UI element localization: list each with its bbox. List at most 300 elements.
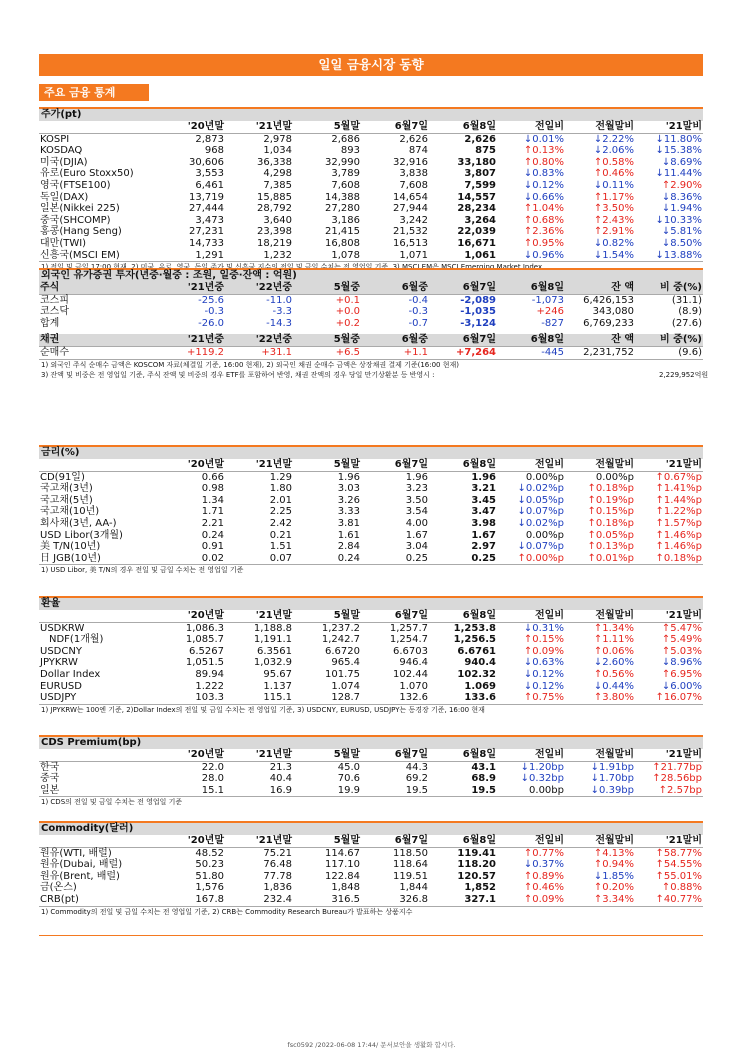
table-row xyxy=(39,646,703,658)
footer-text: fsc0592 /2022-06-08 17:44/ 문서보안을 생활화 합시다. xyxy=(287,1041,456,1049)
cell-value: 3.33 xyxy=(337,506,360,518)
cell-value: 1,253.8 xyxy=(453,622,496,634)
table-row xyxy=(39,657,703,669)
table-header-row xyxy=(39,835,703,847)
cell-value: 1,232 xyxy=(263,249,292,261)
cell-value: 102.44 xyxy=(393,668,428,680)
cell-value: 0.00%p xyxy=(525,529,564,541)
cell-value: ↑1.57%p xyxy=(655,517,702,529)
cell-value: 75.21 xyxy=(263,847,292,859)
cell-value: 13,719 xyxy=(189,191,224,203)
column-header: '22년중 xyxy=(225,282,293,294)
cell-value: 133.6 xyxy=(464,692,496,704)
column-header: 전일비 xyxy=(497,121,565,133)
rates-table xyxy=(39,459,703,564)
column-header: 6월8일 xyxy=(497,282,565,294)
cell-value: 23,398 xyxy=(257,226,292,238)
table-row xyxy=(39,530,703,542)
table-row xyxy=(39,238,703,250)
row-label: CRB(pt) xyxy=(40,893,79,905)
cell-value: 3.98 xyxy=(471,517,496,529)
cell-value: 2,873 xyxy=(195,133,224,145)
cell-value: ↓0.83% xyxy=(523,168,564,180)
cell-value: ↑0.80% xyxy=(523,156,564,168)
cell-value: 28.0 xyxy=(201,773,224,785)
column-header: 6월중 xyxy=(361,334,429,346)
cell-value: ↑0.06% xyxy=(593,645,634,657)
cell-value: 118.64 xyxy=(393,859,428,871)
cell-value: 21.3 xyxy=(269,761,292,773)
cell-value: 3,473 xyxy=(195,214,224,226)
cell-value: (31.1) xyxy=(671,294,702,306)
column-header: '21년말 xyxy=(225,459,293,471)
cell-value: 32,990 xyxy=(325,156,360,168)
cell-value: ↓13.88% xyxy=(655,249,702,261)
cell-value: 1.29 xyxy=(269,471,292,483)
cell-value: ↓1.94% xyxy=(661,203,702,215)
column-header xyxy=(39,610,157,622)
foreign-stock-table xyxy=(39,282,703,329)
cell-value: -14.3 xyxy=(266,317,292,329)
cell-value: ↓0.07%p xyxy=(517,506,564,518)
column-header: 6월7일 xyxy=(361,121,429,133)
commodity-table xyxy=(39,835,703,906)
cell-value: 6,426,153 xyxy=(583,294,634,306)
cell-value: 3,789 xyxy=(331,168,360,180)
cell-value: ↑0.58% xyxy=(593,156,634,168)
table-row xyxy=(39,622,703,634)
cell-value: 7,608 xyxy=(399,179,428,191)
cell-value: 0.00bp xyxy=(529,784,564,796)
cell-value: ↓0.05%p xyxy=(517,494,564,506)
column-header: '20년말 xyxy=(157,121,225,133)
column-header: 5월말 xyxy=(293,835,361,847)
cell-value: ↓0.82% xyxy=(593,237,634,249)
cell-value: ↑0.94% xyxy=(593,859,634,871)
cell-value: +119.2 xyxy=(186,346,224,358)
cell-value: 1,256.5 xyxy=(453,634,496,646)
table-row xyxy=(39,495,703,507)
table-row xyxy=(39,180,703,192)
cell-value: 28,234 xyxy=(457,203,496,215)
cell-value: 16,513 xyxy=(393,237,428,249)
cell-value: 32,916 xyxy=(393,156,428,168)
table-row xyxy=(39,847,703,859)
column-header xyxy=(39,749,157,761)
cell-value: 0.24 xyxy=(201,529,224,541)
cell-value: (8.9) xyxy=(678,306,702,318)
cell-value: 874 xyxy=(408,145,428,157)
cell-value: ↑0.09% xyxy=(523,645,564,657)
column-header: 잔 액 xyxy=(565,282,635,294)
column-header: 5월중 xyxy=(293,334,361,346)
column-header: 전월말비 xyxy=(565,835,635,847)
column-header: '20년말 xyxy=(157,459,225,471)
cell-value: 14,733 xyxy=(189,237,224,249)
rates-note: 1) USD Libor, 美 T/N의 경우 전일 및 금일 수치는 전 영업일 기준 xyxy=(39,564,703,575)
cell-value: ↑40.77% xyxy=(655,893,702,905)
cell-value: 103.3 xyxy=(195,692,224,704)
table-row xyxy=(39,483,703,495)
cell-value: 893 xyxy=(340,145,360,157)
cell-value: 0.66 xyxy=(201,471,224,483)
row-label: NDF(1개월) xyxy=(49,634,104,646)
cell-value: 28,792 xyxy=(257,203,292,215)
column-header: 5월말 xyxy=(293,121,361,133)
cell-value: 1.137 xyxy=(263,680,292,692)
cell-value: 3.21 xyxy=(471,483,496,495)
row-label: 국고채(10년) xyxy=(40,506,100,518)
table-row xyxy=(39,346,703,358)
cell-value: ↓15.38% xyxy=(655,145,702,157)
rates-section xyxy=(39,445,703,575)
row-label: 코스피 xyxy=(40,294,69,306)
cell-value: 1.069 xyxy=(464,680,496,692)
row-label: 원유(Dubai, 배럴) xyxy=(40,859,123,871)
cell-value: 3.54 xyxy=(405,506,428,518)
rates-heading: 금리(%) xyxy=(39,445,703,459)
table-row xyxy=(39,250,703,262)
cell-value: 0.25 xyxy=(471,552,496,564)
table-header-row xyxy=(39,282,703,294)
cell-value: ↑1.44%p xyxy=(655,494,702,506)
table-row xyxy=(39,168,703,180)
cell-value: 117.10 xyxy=(325,859,360,871)
cell-value: ↑1.41%p xyxy=(655,483,702,495)
cell-value: 16,671 xyxy=(457,237,496,249)
column-header: 채권 xyxy=(39,334,157,346)
row-label: USD Libor(3개월) xyxy=(40,529,123,541)
cell-value: 15.1 xyxy=(201,784,224,796)
cell-value: 1.67 xyxy=(405,529,428,541)
row-label: 한국 xyxy=(40,761,60,773)
cell-value: ↑0.13%p xyxy=(587,541,634,553)
cell-value: 1.96 xyxy=(337,471,360,483)
cell-value: 3,553 xyxy=(195,168,224,180)
cell-value: 2,626 xyxy=(464,133,496,145)
column-header: 전월말비 xyxy=(565,459,635,471)
cell-value: ↑0.00%p xyxy=(517,552,564,564)
cell-value: 3.47 xyxy=(471,506,496,518)
cell-value: 6.6703 xyxy=(393,645,428,657)
cell-value: -445 xyxy=(541,346,564,358)
cell-value: 70.6 xyxy=(337,773,360,785)
row-label: 영국(FTSE100) xyxy=(40,179,111,191)
cell-value: 14,557 xyxy=(457,191,496,203)
cell-value: 6,769,233 xyxy=(583,317,634,329)
cell-value: -3,124 xyxy=(460,317,496,329)
cell-value: 22,039 xyxy=(457,226,496,238)
cell-value: ↑0.77% xyxy=(523,847,564,859)
row-label: 국고채(5년) xyxy=(40,494,93,506)
cell-value: 21,532 xyxy=(393,226,428,238)
foreign-section xyxy=(39,268,709,380)
cell-value: -0.3 xyxy=(408,306,428,318)
cell-value: 232.4 xyxy=(263,893,292,905)
cell-value: 76.48 xyxy=(263,859,292,871)
cell-value: 118.20 xyxy=(457,859,496,871)
cell-value: 19.5 xyxy=(471,784,496,796)
cell-value: 0.21 xyxy=(269,529,292,541)
cell-value: +31.1 xyxy=(261,346,292,358)
cell-value: ↓10.33% xyxy=(655,214,702,226)
cell-value: 132.6 xyxy=(399,692,428,704)
column-header: 비 중(%) xyxy=(635,282,703,294)
cell-value: ↓0.11% xyxy=(593,179,634,191)
column-header: 6월8일 xyxy=(429,121,497,133)
column-header: '20년말 xyxy=(157,610,225,622)
cell-value: 120.57 xyxy=(457,870,496,882)
table-row xyxy=(39,471,703,483)
cell-value: ↑0.75% xyxy=(523,692,564,704)
column-header: 6월8일 xyxy=(429,610,497,622)
cell-value: 95.67 xyxy=(263,668,292,680)
row-label: USDCNY xyxy=(40,645,82,657)
cell-value: 3,838 xyxy=(399,168,428,180)
cell-value: ↑1.34% xyxy=(593,622,634,634)
cell-value: 14,388 xyxy=(325,191,360,203)
cell-value: 2.97 xyxy=(471,541,496,553)
foreign-heading: 외국인 유가증권 투자(년중·월중 : 조원, 일중·잔액 : 억원) xyxy=(39,268,703,282)
cell-value: 3.03 xyxy=(337,483,360,495)
cds-table xyxy=(39,749,703,796)
cell-value: 1,844 xyxy=(399,882,428,894)
column-header: '21년중 xyxy=(157,334,225,346)
row-label: USDJPY xyxy=(40,692,77,704)
cell-value: ↑1.46%p xyxy=(655,541,702,553)
section-subtitle: 주요 금융 통계 xyxy=(39,84,149,101)
column-header: 6월중 xyxy=(361,282,429,294)
cell-value: ↓11.44% xyxy=(655,168,702,180)
cell-value: 3,264 xyxy=(464,214,496,226)
cell-value: -1,035 xyxy=(460,306,496,318)
table-row xyxy=(39,294,703,306)
cell-value: (27.6) xyxy=(671,317,702,329)
fx-heading: 환율 xyxy=(39,596,703,610)
row-label: JPYKRW xyxy=(40,657,78,669)
column-header: '21말비 xyxy=(635,610,703,622)
cell-value: ↓0.12% xyxy=(523,680,564,692)
column-header: 비 중(%) xyxy=(635,334,703,346)
cell-value: ↓1.54% xyxy=(593,249,634,261)
cell-value: ↑0.01%p xyxy=(587,552,634,564)
fx-section xyxy=(39,596,703,715)
cell-value: 4,298 xyxy=(263,168,292,180)
column-header: 주식 xyxy=(39,282,157,294)
foreign-note-1: 1) 외국인 주식 순매수 금액은 KOSCOM 자료(체결일 기준, 16:00 현재), 2) 외국인 채권 순매수 금액은 상장채권 결제 기준(16:00 현재) xyxy=(39,359,703,370)
cell-value: 119.41 xyxy=(457,847,496,859)
row-label: KOSPI xyxy=(40,133,70,145)
cell-value: 3,640 xyxy=(263,214,292,226)
row-label: 금(온스) xyxy=(40,882,77,894)
cell-value: 6.5267 xyxy=(189,645,224,657)
cell-value: 316.5 xyxy=(331,893,360,905)
cell-value: 0.25 xyxy=(405,552,428,564)
cell-value: ↑0.46% xyxy=(593,168,634,180)
table-row xyxy=(39,518,703,530)
cell-value: -0.4 xyxy=(408,294,428,306)
cell-value: -2,089 xyxy=(460,294,496,306)
cell-value: ↓0.02%p xyxy=(517,483,564,495)
cell-value: 0.91 xyxy=(201,541,224,553)
stock-heading: 주가(pt) xyxy=(39,107,703,121)
cell-value: 0.00%p xyxy=(595,471,634,483)
row-label: 독일(DAX) xyxy=(40,191,89,203)
column-header: '21년말 xyxy=(225,121,293,133)
cell-value: ↑54.55% xyxy=(655,859,702,871)
cell-value: ↑0.18%p xyxy=(587,517,634,529)
cell-value: 1.070 xyxy=(399,680,428,692)
commodity-section xyxy=(39,821,703,917)
cell-value: 68.9 xyxy=(471,773,496,785)
cell-value: 1.80 xyxy=(269,483,292,495)
cell-value: 1,086.3 xyxy=(185,622,224,634)
cell-value: ↓1.85% xyxy=(593,870,634,882)
cell-value: ↑0.20% xyxy=(593,882,634,894)
cell-value: 114.67 xyxy=(325,847,360,859)
cell-value: 27,444 xyxy=(189,203,224,215)
table-header-row xyxy=(39,610,703,622)
column-header: 6월8일 xyxy=(429,835,497,847)
cell-value: -0.7 xyxy=(408,317,428,329)
cell-value: 6,461 xyxy=(195,179,224,191)
row-label: 유로(Euro Stoxx50) xyxy=(40,168,134,180)
row-label: 신흥국(MSCI EM) xyxy=(40,249,120,261)
cell-value: 343,080 xyxy=(592,306,634,318)
cell-value: 1,848 xyxy=(331,882,360,894)
table-row xyxy=(39,133,703,145)
cell-value: ↓0.32bp xyxy=(520,773,564,785)
fx-note: 1) JPYKRW는 100엔 기준, 2)Dollar Index의 전일 및 금일 수치는 전 영업일 기준, 3) USDCNY, EURUSD, USDJPY는 동경장 기준, 16:00 현재 xyxy=(39,704,703,715)
cell-value: ↑0.56% xyxy=(593,668,634,680)
table-row xyxy=(39,553,703,565)
column-header: 6월7일 xyxy=(361,835,429,847)
cell-value: -25.6 xyxy=(198,294,224,306)
column-header: 전월말비 xyxy=(565,749,635,761)
cds-note: 1) CDS의 전일 및 금일 수치는 전 영업일 기준 xyxy=(39,796,703,807)
cell-value: +6.5 xyxy=(335,346,360,358)
column-header: 잔 액 xyxy=(565,334,635,346)
cell-value: ↑1.11% xyxy=(593,634,634,646)
cell-value: 1,032.9 xyxy=(253,657,292,669)
cell-value: ↑2.90% xyxy=(661,179,702,191)
row-label: 원유(WTI, 배럴) xyxy=(40,847,112,859)
cell-value: 16.9 xyxy=(269,784,292,796)
cell-value: ↑3.80% xyxy=(593,692,634,704)
cell-value: ↑0.18%p xyxy=(587,483,634,495)
column-header xyxy=(39,121,157,133)
cell-value: 875 xyxy=(475,145,496,157)
cell-value: 50.23 xyxy=(195,859,224,871)
cell-value: ↑0.88% xyxy=(661,882,702,894)
row-label: 일본(Nikkei 225) xyxy=(40,203,120,215)
table-row xyxy=(39,871,703,883)
cell-value: 21,415 xyxy=(325,226,360,238)
cell-value: +0.0 xyxy=(335,306,360,318)
cell-value: 167.8 xyxy=(195,893,224,905)
cell-value: 4.00 xyxy=(405,517,428,529)
foreign-note-2-value: 2,229,952억원 xyxy=(659,370,709,379)
cell-value: ↓5.81% xyxy=(661,226,702,238)
cell-value: ↑0.89% xyxy=(523,870,564,882)
cell-value: ↓0.37% xyxy=(523,859,564,871)
row-label: 합계 xyxy=(40,317,60,329)
cell-value: ↓2.06% xyxy=(593,145,634,157)
row-label: 순매수 xyxy=(40,346,69,358)
cell-value: ↑0.67%p xyxy=(655,471,702,483)
column-header: 전월말비 xyxy=(565,121,635,133)
table-row xyxy=(39,761,703,773)
cell-value: 6.6761 xyxy=(457,645,496,657)
commodity-heading: Commodity(달러) xyxy=(39,821,703,835)
cell-value: 1,191.1 xyxy=(253,634,292,646)
cell-value: 1,034 xyxy=(263,145,292,157)
cell-value: ↑0.05%p xyxy=(587,529,634,541)
cell-value: 2.21 xyxy=(201,517,224,529)
row-label: 중국 xyxy=(40,773,60,785)
table-row xyxy=(39,634,703,646)
cell-value: ↑2.91% xyxy=(593,226,634,238)
cell-value: ↑2.57bp xyxy=(658,784,702,796)
row-label: KOSDAQ xyxy=(40,145,83,157)
page-title: 일일 금융시장 동향 xyxy=(39,54,703,76)
cell-value: ↑21.77bp xyxy=(652,761,702,773)
table-row xyxy=(39,157,703,169)
cell-value: ↓1.20bp xyxy=(520,761,564,773)
cds-heading: CDS Premium(bp) xyxy=(39,735,703,749)
table-row xyxy=(39,215,703,227)
cell-value: ↓2.22% xyxy=(593,133,634,145)
row-label: 코스닥 xyxy=(40,306,69,318)
column-header: 6월7일 xyxy=(429,282,497,294)
cell-value: 3.04 xyxy=(405,541,428,553)
cell-value: 3.23 xyxy=(405,483,428,495)
stock-table xyxy=(39,121,703,261)
cell-value: 2.25 xyxy=(269,506,292,518)
cell-value: ↓0.02%p xyxy=(517,517,564,529)
table-row xyxy=(39,894,703,906)
table-row xyxy=(39,226,703,238)
cell-value: ↑0.19%p xyxy=(587,494,634,506)
column-header: 6월8일 xyxy=(429,459,497,471)
cell-value: 3.81 xyxy=(337,517,360,529)
row-label: 홍콩(Hang Seng) xyxy=(40,226,122,238)
cell-value: 30,606 xyxy=(189,156,224,168)
column-header: 6월7일 xyxy=(429,334,497,346)
cell-value: ↓0.96% xyxy=(523,249,564,261)
cell-value: 19.5 xyxy=(405,784,428,796)
table-header-row xyxy=(39,749,703,761)
row-label: 원유(Brent, 배럴) xyxy=(40,870,120,882)
table-row xyxy=(39,306,703,318)
cell-value: ↑0.13% xyxy=(523,145,564,157)
column-header: 5월말 xyxy=(293,749,361,761)
column-header: 전일비 xyxy=(497,459,565,471)
cell-value: 1,242.7 xyxy=(321,634,360,646)
cell-value: 1,852 xyxy=(464,882,496,894)
cell-value: 33,180 xyxy=(457,156,496,168)
cell-value: 0.00%p xyxy=(525,471,564,483)
cell-value: 326.8 xyxy=(399,893,428,905)
column-header: 6월7일 xyxy=(361,610,429,622)
cell-value: ↑16.07% xyxy=(655,692,702,704)
cell-value: ↑2.36% xyxy=(523,226,564,238)
cell-value: 48.52 xyxy=(195,847,224,859)
cell-value: 3,186 xyxy=(331,214,360,226)
foreign-bond-table xyxy=(39,334,703,358)
table-row xyxy=(39,773,703,785)
cell-value: ↑0.68% xyxy=(523,214,564,226)
